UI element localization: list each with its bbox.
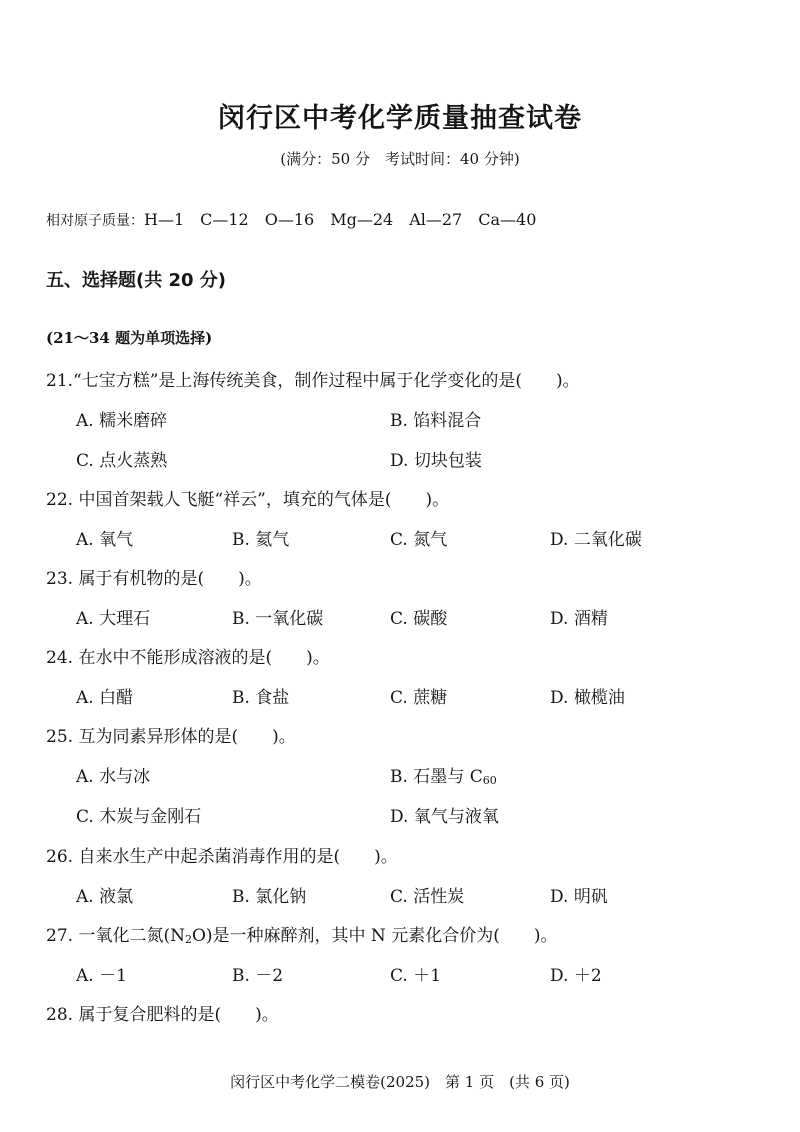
q26-option-a: A. 液氯 bbox=[76, 887, 134, 907]
q22-option-c: C. 氮气 bbox=[390, 530, 448, 550]
q23-option-d: D. 酒精 bbox=[550, 609, 608, 629]
q27-option-c: C. ＋1 bbox=[390, 966, 442, 986]
question-26-stem: 26. 自来水生产中起杀菌消毒作用的是( )。 bbox=[46, 847, 398, 867]
section-note: (21～34 题为单项选择) bbox=[46, 329, 213, 347]
atomic-mass-label: 相对原子质量： bbox=[46, 213, 144, 229]
q22-option-a: A. 氧气 bbox=[76, 530, 134, 550]
q22-option-d: D. 二氧化碳 bbox=[550, 530, 642, 550]
section-heading: 五、选择题(共 20 分) bbox=[46, 270, 227, 291]
question-25-stem: 25. 互为同素异形体的是( )。 bbox=[46, 727, 296, 747]
q25-option-d: D. 氧气与液氧 bbox=[390, 807, 499, 827]
q25-option-c: C. 木炭与金刚石 bbox=[76, 807, 202, 827]
exam-title: 闵行区中考化学质量抽查试卷 bbox=[218, 103, 582, 134]
q26-option-c: C. 活性炭 bbox=[390, 887, 465, 907]
q23-option-b: B. 一氧化碳 bbox=[232, 609, 324, 629]
question-22-stem: 22. 中国首架载人飞艇“祥云”，填充的气体是( )。 bbox=[46, 490, 450, 510]
q26-option-b: B. 氯化钠 bbox=[232, 887, 307, 907]
q21-option-d: D. 切块包装 bbox=[390, 451, 482, 471]
q27-option-a: A. －1 bbox=[76, 966, 127, 986]
q22-option-b: B. 氦气 bbox=[232, 530, 290, 550]
question-21-stem: 21.“七宝方糕”是上海传统美食，制作过程中属于化学变化的是( )。 bbox=[46, 371, 580, 391]
atomic-mass-values: H—1 C—12 O—16 Mg—24 Al—27 Ca—40 bbox=[144, 210, 537, 229]
exam-subtitle: (满分：50 分 考试时间：40 分钟) bbox=[280, 150, 520, 168]
q21-option-a: A. 糯米磨碎 bbox=[76, 411, 168, 431]
q23-option-a: A. 大理石 bbox=[76, 609, 151, 629]
q21-option-c: C. 点火蒸熟 bbox=[76, 451, 168, 471]
q24-option-d: D. 橄榄油 bbox=[550, 688, 625, 708]
q26-option-d: D. 明矾 bbox=[550, 887, 608, 907]
q24-option-a: A. 白醋 bbox=[76, 688, 134, 708]
q25-option-b-text: B. 石墨与 C bbox=[390, 767, 483, 787]
q24-option-c: C. 蔗糖 bbox=[390, 688, 448, 708]
question-28-stem: 28. 属于复合肥料的是( )。 bbox=[46, 1005, 279, 1025]
atomic-mass-line bbox=[46, 207, 536, 230]
question-24-stem: 24. 在水中不能形成溶液的是( )。 bbox=[46, 648, 330, 668]
q25-option-b-subscript: 60 bbox=[482, 774, 497, 787]
question-27-stem bbox=[46, 921, 557, 946]
q24-option-b: B. 食盐 bbox=[232, 688, 290, 708]
q25-option-b bbox=[390, 762, 497, 787]
q23-option-c: C. 碳酸 bbox=[390, 609, 448, 629]
q27-stem-post: O)是一种麻醉剂，其中 N 元素化合价为( )。 bbox=[191, 926, 558, 946]
page-footer: 闵行区中考化学二模卷(2025) 第 1 页 (共 6 页) bbox=[230, 1073, 570, 1091]
question-23-stem: 23. 属于有机物的是( )。 bbox=[46, 569, 262, 589]
q25-option-a: A. 水与冰 bbox=[76, 767, 151, 787]
q27-stem-pre: 27. 一氧化二氮(N bbox=[46, 926, 185, 946]
q27-stem-subscript: 2 bbox=[184, 933, 192, 946]
q27-option-b: B. －2 bbox=[232, 966, 284, 986]
q21-option-b: B. 馅料混合 bbox=[390, 411, 482, 431]
q27-option-d: D. ＋2 bbox=[550, 966, 602, 986]
